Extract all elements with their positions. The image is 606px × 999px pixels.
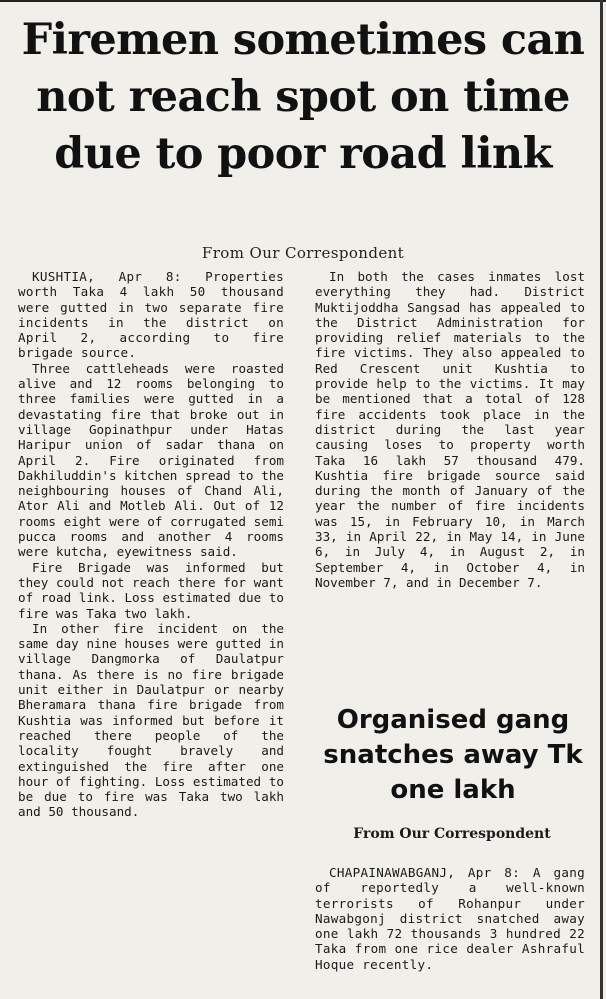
article-column-right [315, 269, 585, 590]
article-headline: Firemen sometimes can not reach spot on time due to poor road link [21, 15, 585, 179]
article-byline: From Our Correspondent [201, 244, 405, 262]
second-article-headline: Organised gang snatches away Tk one lakh [323, 705, 583, 805]
article-paragraph-3: Fire Brigade was informed but they could not reach there for want of road link. Loss estimated due to fire was Taka two lakh. [18, 559, 284, 621]
article-column-left [18, 269, 284, 820]
article-paragraph-4: In other fire incident on the same day nine houses were gutted in village Dangmorka of Daulatpur thana. As there is no fire brigade unit either in Daulatpur or nearby Bheramara thana fire brigade from Kushtia was informed but before it reached there people of the locality fought bravely and extinguished the fire after one hour of fighting. Loss estimated to be due to fire was Taka two lakh and 50 thousand. [18, 620, 284, 820]
second-article-byline: From Our Correspondent [353, 826, 551, 842]
article-paragraph-2: Three cattleheads were roasted alive and 12 rooms belonging to three families were gutted in a devastating fire that broke out in village Gopinathpur under Hatas Haripur union of sadar thana on April 2. Fire originated from Dakhiluddin's kitchen spread to the neighbouring houses of Chand Ali, Ator Ali and Motleb Ali. Out of 12 rooms eight were of corrugated semi pucca rooms and another 4 rooms were kutcha, eyewitness said. [18, 360, 284, 560]
second-article-paragraph: CHAPAINAWABGANJ, Apr 8: A gang of reportedly a well-known terrorists of Rohanpur under Nawabgonj district snatched away one lakh 72 thousands 3 hundred 22 Taka from one rice dealer Ashraful Hoque recently. [315, 865, 585, 972]
article-paragraph-1: KUSHTIA, Apr 8: Properties worth Taka 4 lakh 50 thousand were gutted in two separate fire incidents in the district on April 2, according to fire brigade source. [18, 269, 284, 361]
page-top-border [0, 0, 606, 10]
page-right-border [600, 0, 603, 999]
article-paragraph-5: In both the cases inmates lost everything they had. District Muktijoddha Sangsad has appealed to the District Administration for providing relief materials to the fire victims. They also appealed to Red Crescent unit Kushtia to provide help to the victims. It may be mentioned that a total of 128 fire accidents took place in the district during the last year causing loses to property worth Taka 16 lakh 57 thousand 479. Kushtia fire brigade source said during the month of January of the year the number of fire incidents was 15, in February 10, in March 33, in April 22, in May 14, in June 6, in July 4, in August 2, in September 4, in October 4, in November 7, and in December 7. [315, 269, 585, 590]
second-article-column [315, 865, 585, 972]
